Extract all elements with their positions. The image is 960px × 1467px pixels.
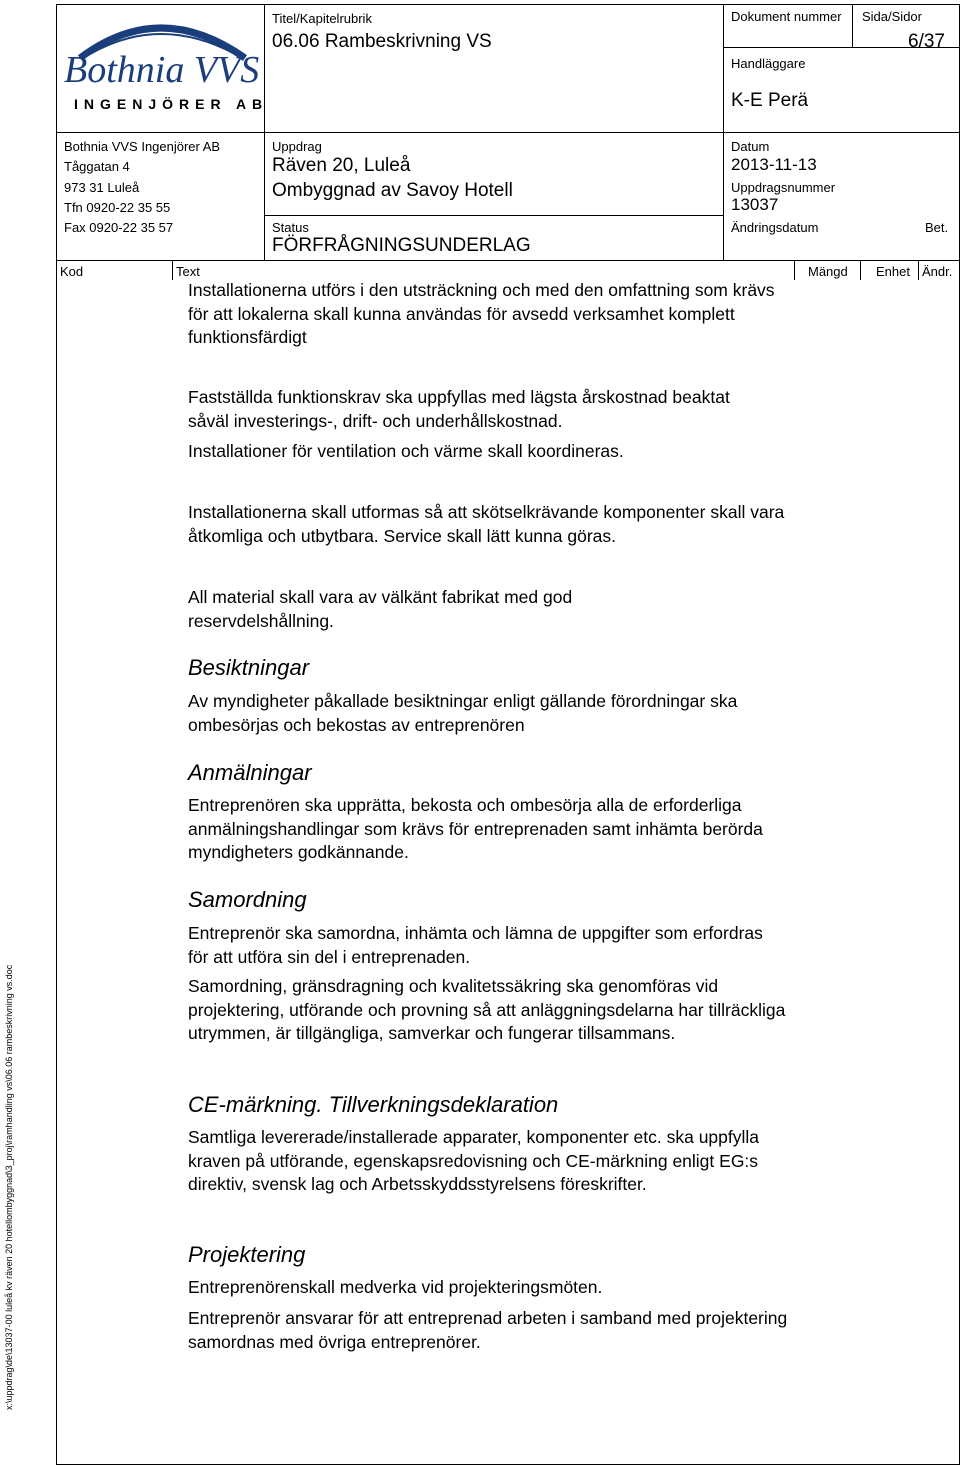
- logo-tagline: INGENJÖRER AB: [74, 96, 269, 112]
- heading-ce-marking: CE-märkning. Tillverkningsdeklaration: [188, 1092, 559, 1117]
- header-divider-h3: [56, 260, 960, 261]
- paragraph-scope: Installationerna utförs i den utsträckning och med den omfattning som krävs för att lokalerna skall kunna användas för avsedd verksamhet komplett funktionsfärdigt: [188, 280, 775, 347]
- column-text: Text: [176, 264, 200, 279]
- handler-label: Handläggare: [731, 56, 806, 71]
- paragraph-samordning-2: Samordning, gränsdragning och kvalitetssäkring ska genomföras vid projektering, utförande och provning så att anläggningsdelarna har tillräckliga utrymmen, är tillgängliga, samverkar och fungerar tillsammans.: [188, 976, 786, 1043]
- company-street: Tåggatan 4: [64, 159, 130, 174]
- paragraph-function-requirements: Fastställda funktionskrav ska uppfyllas med lägsta årskostnad beaktat såväl investerings-, drift- och underhållskostnad.: [188, 387, 730, 431]
- heading-projektering: Projektering: [188, 1242, 306, 1267]
- page-title: 06.06 Rambeskrivning VS: [272, 31, 492, 52]
- date-label: Datum: [731, 139, 770, 154]
- paragraph-projektering-1: Entreprenörenskall medverka vid projekteringsmöten.: [188, 1277, 603, 1297]
- company-phone: Tfn 0920-22 35 55: [64, 200, 171, 215]
- assignment-number-label: Uppdragsnummer: [731, 180, 836, 195]
- paragraph-coordination: Installationer för ventilation och värme skall koordineras.: [188, 441, 624, 461]
- header-divider-h1: [56, 132, 960, 133]
- status-label: Status: [272, 220, 309, 235]
- column-enhet: Enhet: [876, 264, 910, 279]
- column-andr: Ändr.: [922, 264, 953, 279]
- heading-besiktningar: Besiktningar: [188, 655, 310, 680]
- page-count-label: Sida/Sidor: [862, 9, 922, 24]
- paragraph-besiktningar: Av myndigheter påkallade besiktningar enligt gällande förordningar ska ombesörjas och bekostas av entreprenören: [188, 691, 738, 735]
- file-path-vertical: x:\uppdrag\de\13037-00 luleå kv räven 20 hotellombyggnad\3_proj\ramhandling vs\06.06 rambeskrivning vs.doc: [4, 964, 14, 1410]
- logo-wordmark: Bothnia VVS: [64, 49, 260, 91]
- paragraph-maintenance: Installationerna skall utformas så att skötselkrävande komponenter skall vara åtkomliga och utbytbara. Service skall lätt kunna göras.: [188, 502, 785, 546]
- heading-anmalningar: Anmälningar: [188, 760, 312, 785]
- date-value: 2013-11-13: [731, 155, 817, 174]
- assignment-line1: Räven 20, Luleå: [272, 155, 411, 176]
- paragraph-samordning-1: Entreprenör ska samordna, inhämta och lämna de uppgifter som erfordras för att utföra sin del i entreprenaden.: [188, 923, 763, 967]
- company-logo: [60, 6, 269, 126]
- assignment-label: Uppdrag: [272, 139, 322, 154]
- column-mangd: Mängd: [808, 264, 848, 279]
- header-divider-v3: [852, 4, 853, 48]
- col-divider-mangd: [860, 260, 861, 280]
- col-divider-text: [794, 260, 795, 280]
- handler-value: K-E Perä: [731, 90, 809, 111]
- heading-samordning: Samordning: [188, 887, 307, 912]
- paragraph-material: All material skall vara av välkänt fabrikat med god reservdelshållning.: [188, 587, 573, 631]
- company-fax: Fax 0920-22 35 57: [64, 220, 174, 235]
- company-name: Bothnia VVS Ingenjörer AB: [64, 139, 221, 154]
- paragraph-anmalningar: Entreprenören ska upprätta, bekosta och ombesörja alla de erforderliga anmälningshandlingar som krävs för entreprenaden samt inhämta berörda myndigheters godkännande.: [188, 795, 763, 862]
- header-divider-h2: [264, 215, 723, 216]
- assignment-line2: Ombyggnad av Savoy Hotell: [272, 180, 513, 201]
- assignment-number-value: 13037: [731, 195, 779, 214]
- change-date-label: Ändringsdatum: [731, 220, 819, 235]
- status-value: FÖRFRÅGNINGSUNDERLAG: [272, 235, 531, 256]
- paragraph-projektering-2: Entreprenör ansvarar för att entreprenad arbeten i samband med projektering samordnas med övriga entreprenörer.: [188, 1308, 788, 1352]
- paragraph-ce-marking: Samtliga levererade/installerade apparater, komponenter etc. ska uppfylla kraven på utförande, egenskapsredovisning och CE-märkning enligt EG:s direktiv, svensk lag och Arbetsskyddsstyrelsens föreskrifter.: [188, 1127, 760, 1194]
- bet-label: Bet.: [925, 220, 949, 235]
- company-postal: 973 31 Luleå: [64, 180, 140, 195]
- column-kod: Kod: [60, 264, 84, 279]
- col-divider-kod: [172, 260, 173, 280]
- title-label: Titel/Kapitelrubrik: [272, 11, 372, 26]
- col-divider-enhet: [918, 260, 919, 280]
- doc-number-label: Dokument nummer: [731, 9, 842, 24]
- page-count-value: 6/37: [908, 31, 945, 52]
